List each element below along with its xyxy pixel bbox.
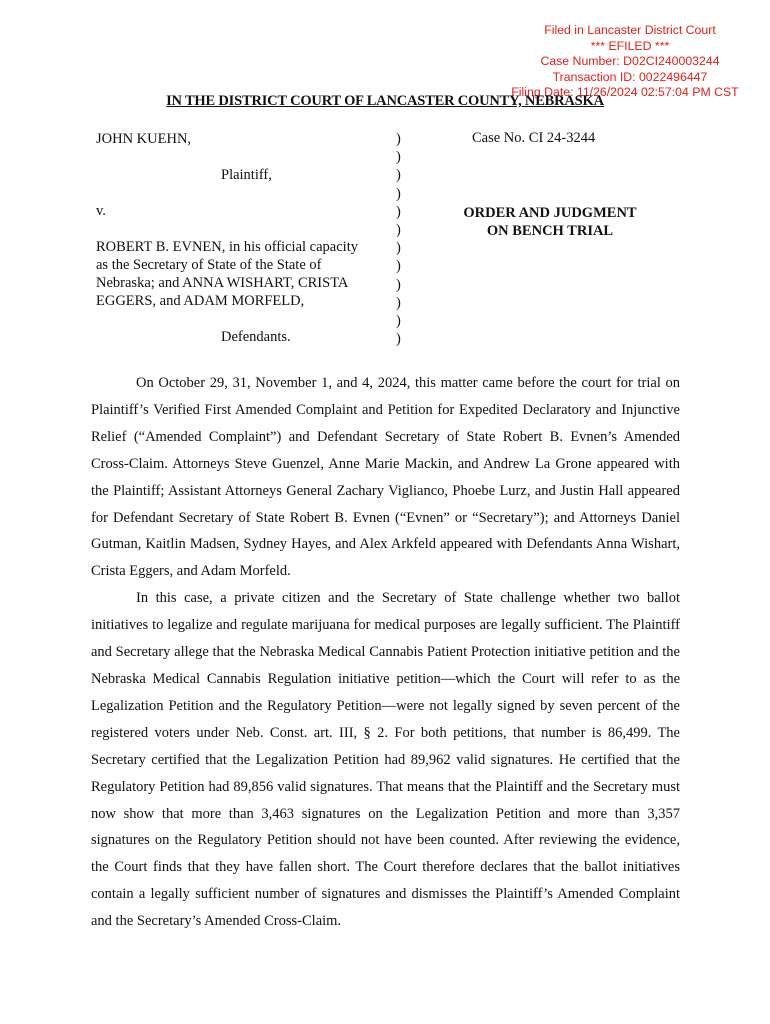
caption-parens [396,130,408,348]
court-title: IN THE DISTRICT COURT OF LANCASTER COUNTY, NEBRASKA [166,93,604,109]
paren: ) [396,131,401,147]
paren: ) [396,294,401,311]
defendants-line-4: EGGERS, and ADAM MORFELD, [96,293,305,309]
paren: ) [396,149,401,166]
paren: ) [396,331,401,348]
paragraph-summary: In this case, a private citizen and the Secretary of State challenge whether two ballot initiatives to legalize and regulate marijuana for medical purposes are legally sufficient. The Plaintiff and Secretary allege that the Nebraska Medical Cannabis Patient Protection initiative petition and the Nebraska Medical Cannabis Regulation initiative petition—which the Court will refer to as the Legalization Petition and the Regulatory Petition—were not legally signed by seven percent of the registered voters under Neb. Const. art. III, § 2. For both petitions, that number is 86,499. The Secretary certified that the Legalization Petition had 89,962 valid signatures. He certified that the Regulatory Petition had 89,856 valid signatures. That means that the Plaintiff and the Secretary must now show that more than 3,463 signatures on the Legalization Petition and more than 3,357 signatures on the Regulatory Petition should not have been counted. After reviewing the evidence, the Court finds that they have fallen short. The Court therefore declares that the ballot initiatives contain a legally sufficient number of signatures and dismisses the Plaintiff’s Amended Complaint and the Secretary’s Amended Cross-Claim. [91,590,680,930]
paren: ) [396,313,401,330]
stamp-transaction-id: Transaction ID: 0022496447 [552,69,708,84]
paren: ) [396,167,401,184]
defendants-line-2: as the Secretary of State of the State of [96,257,322,273]
case-number: Case No. CI 24-3244 [472,130,596,146]
efiled-stamp [500,23,760,101]
paren: ) [396,185,401,202]
paren: ) [396,276,401,293]
order-title [440,204,660,240]
document-body [91,370,680,935]
paren: ) [396,240,401,257]
paren: ) [396,222,401,239]
plaintiff-role: Plaintiff, [221,167,272,183]
stamp-efiled-line: *** EFILED *** [590,38,670,53]
paren: ) [396,203,401,220]
paren: ) [396,258,401,275]
caption-parties [96,130,396,346]
order-title-line-1: ORDER AND JUDGMENT [463,205,637,221]
defendants-role: Defendants. [221,329,291,345]
order-title-line-2: ON BENCH TRIAL [486,223,614,239]
stamp-filing-date: Filing Date: 11/26/2024 02:57:04 PM CST [511,85,739,99]
stamp-case-number: Case Number: D02CI240003244 [540,54,720,68]
defendants-line-3: Nebraska; and ANNA WISHART, CRISTA [96,275,349,291]
defendants-line-1: ROBERT B. EVNEN, in his official capacity [96,239,358,255]
paragraph-appearances: On October 29, 31, November 1, and 4, 2024, this matter came before the court for trial on Plaintiff’s Verified First Amended Complaint and Petition for Expedited Declaratory and Injunctive Relief (“Amended Complaint”) and Defendant Secretary of State Robert B. Evnen’s Amended Cross-Claim. Attorneys Steve Guenzel, Anne Marie Mackin, and Andrew La Grone appeared with the Plaintiff; Assistant Attorneys General Zachary Viglianco, Phoebe Lurz, and Justin Hall appeared for Defendant Secretary of State Robert B. Evnen (“Evnen” or “Secretary”); and Attorneys Daniel Gutman, Kaitlin Madsen, Sydney Hayes, and Alex Arkfeld appeared with Defendants Anna Wishart, Crista Eggers, and Adam Morfeld. [91,375,680,580]
versus: v. [96,203,106,219]
plaintiff-name: JOHN KUEHN, [96,131,192,147]
stamp-court-line: Filed in Lancaster District Court [544,23,716,37]
